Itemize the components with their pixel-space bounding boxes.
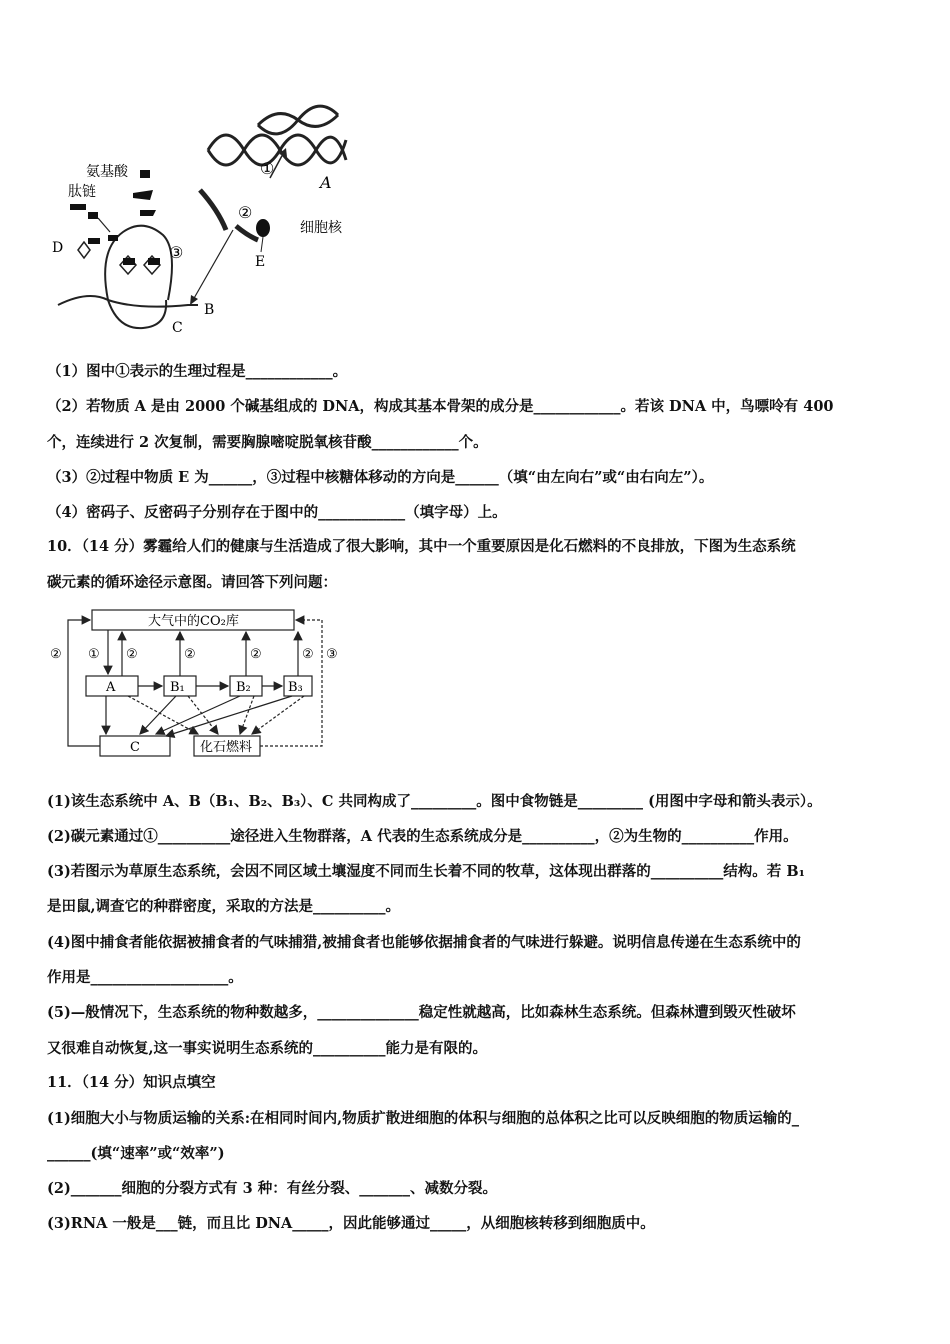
fig2-label-B2: B₂ bbox=[236, 680, 251, 695]
peptide-label: 肽链 bbox=[68, 184, 96, 200]
fig2-label-A: A bbox=[106, 680, 116, 695]
q10-sub-5a: (5)—般情况下，生态系统的物种数越多，______________稳定性就越高，比如森林生态系统。但森林遭到毁灭性破坏 bbox=[47, 1004, 796, 1021]
amino-acid-label: 氨基酸 bbox=[86, 164, 128, 180]
fig1-label-E: E bbox=[255, 254, 266, 270]
q10-sub-4a: (4)图中捕食者能依据被捕食者的气味捕猎,被捕食者也能够依据捕食者的气味进行躲避。说明信息传递在生态系统中的 bbox=[47, 934, 801, 951]
fig1-step-1: ① bbox=[260, 159, 275, 178]
q11-sub-3: (3)RNA 一般是___链，而且比 DNA_____，因此能够通过_____，从细胞核转移到细胞质中。 bbox=[47, 1215, 655, 1232]
transcription-translation-figure bbox=[48, 100, 368, 340]
q11-sub-1a: (1)细胞大小与物质运输的关系:在相同时间内,物质扩散进细胞的体积与细胞的总体积之比可以反映细胞的物质运输的_ bbox=[47, 1110, 799, 1127]
q9-part-1: （1）图中①表示的生理过程是____________。 bbox=[47, 363, 348, 380]
q10-sub-5b: 又很难自动恢复,这一事实说明生态系统的__________能力是有限的。 bbox=[47, 1040, 488, 1057]
q9-part-3: （3）②过程中物质 E 为______，③过程中核糖体移动的方向是______（填“由左向右”或“由右向左”）。 bbox=[47, 469, 714, 486]
fig2-label-B3: B₃ bbox=[288, 680, 303, 695]
cycle-step-3: ③ bbox=[326, 647, 338, 662]
q10-sub-1: (1)该生态系统中 A、B（B₁、B₂、B₃）、C 共同构成了_________。图中食物链是_________ (用图中字母和箭头表示）。 bbox=[47, 793, 822, 810]
q9-part-2a: （2）若物质 A 是由 2000 个碱基组成的 DNA，构成其基本骨架的成分是____________。若该 DNA 中，鸟嘌呤有 400 bbox=[47, 398, 834, 415]
carbon-cycle-figure bbox=[48, 606, 348, 762]
cycle-step-2-c: ② bbox=[250, 647, 262, 662]
q10-sub-3b: 是田鼠,调查它的种群密度，采取的方法是__________。 bbox=[47, 898, 401, 915]
fig2-label-B1: B₁ bbox=[170, 680, 185, 695]
cycle-step-2-b: ② bbox=[184, 647, 196, 662]
q9-part-4: （4）密码子、反密码子分别存在于图中的____________（填字母）上。 bbox=[47, 504, 507, 521]
fig1-label-D: D bbox=[52, 240, 64, 256]
cycle-step-1: ① bbox=[88, 647, 100, 662]
cycle-step-2-d: ② bbox=[302, 647, 314, 662]
fig1-label-C: C bbox=[172, 320, 183, 336]
nucleus-label: 细胞核 bbox=[300, 220, 342, 236]
q10-sub-3a: (3)若图示为草原生态系统，会因不同区域土壤湿度不同而生长着不同的牧草，这体现出群落的__________结构。若 B₁ bbox=[47, 863, 805, 880]
fig1-label-B: B bbox=[204, 302, 215, 318]
q10-intro-1: 10．（14 分）雾霾给人们的健康与生活造成了很大影响，其中一个重要原因是化石燃料的不良排放，下图为生态系统 bbox=[47, 538, 796, 555]
q11-title: 11．（14 分）知识点填空 bbox=[47, 1074, 216, 1091]
q9-part-2b: 个，连续进行 2 次复制，需要胸腺嘧啶脱氧核苷酸____________个。 bbox=[47, 434, 488, 451]
q11-sub-2: (2)_______细胞的分裂方式有 3 种：有丝分裂、_______、减数分裂。 bbox=[47, 1180, 497, 1197]
co2-pool-label: 大气中的CO₂库 bbox=[148, 614, 239, 629]
q11-sub-1b: ______(填“速率”或“效率”) bbox=[47, 1145, 225, 1162]
cycle-step-2-a: ② bbox=[126, 647, 138, 662]
fig1-step-2: ② bbox=[238, 203, 253, 222]
cycle-step-2-left: ② bbox=[50, 647, 62, 662]
fig1-label-A: A bbox=[320, 173, 332, 192]
fig1-step-3: ③ bbox=[169, 243, 184, 262]
fig2-label-C: C bbox=[130, 740, 140, 755]
fossil-fuel-label: 化石燃料 bbox=[200, 740, 253, 755]
q10-sub-2: (2)碳元素通过①__________途径进入生物群落，A 代表的生态系统成分是__________，②为生物的__________作用。 bbox=[47, 828, 798, 845]
q10-intro-2: 碳元素的循环途径示意图。请回答下列问题： bbox=[47, 574, 337, 591]
q10-sub-4b: 作用是___________________。 bbox=[47, 969, 243, 986]
